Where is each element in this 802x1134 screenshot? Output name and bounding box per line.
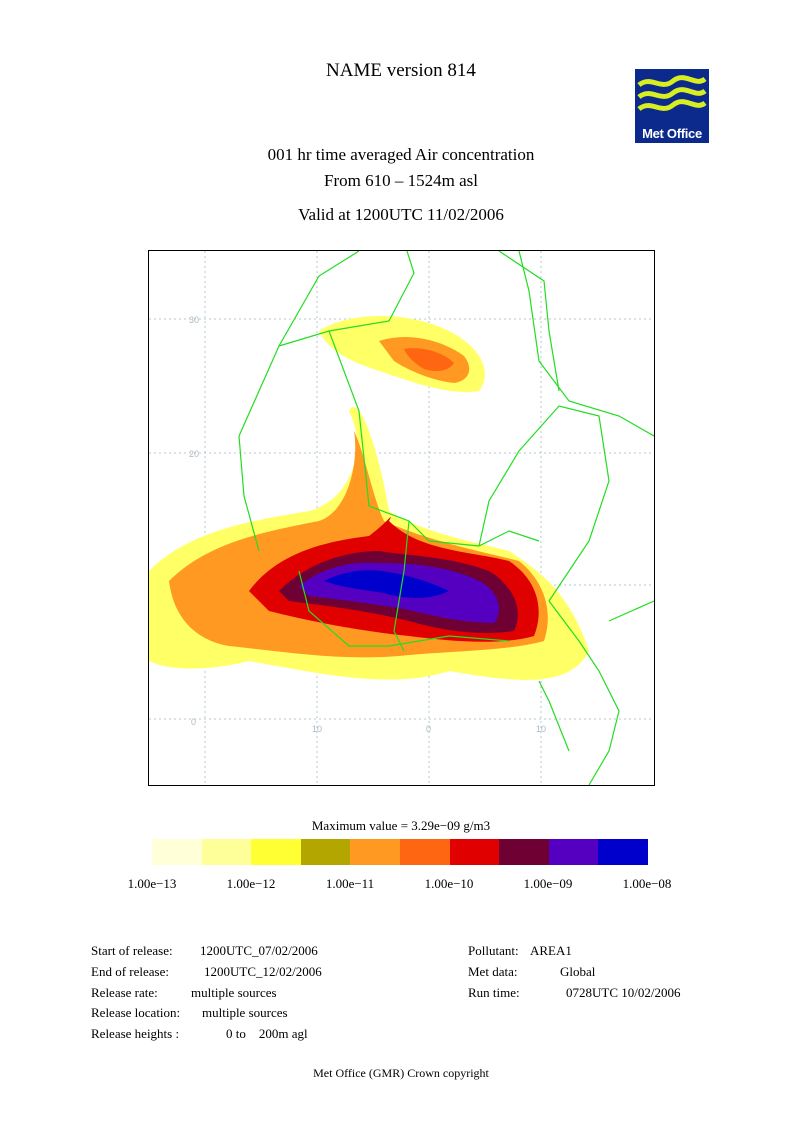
end-release-label: End of release: xyxy=(91,964,169,979)
legend-swatch-9 xyxy=(549,839,599,865)
concentration-map xyxy=(148,250,655,786)
maximum-value: Maximum value = 3.29e−09 g/m3 xyxy=(311,818,491,833)
legend-tick: 1.00e−12 xyxy=(226,876,276,891)
subtitle-averaging: 001 hr time averaged Air concentration xyxy=(267,145,535,164)
wave-icon xyxy=(635,69,709,125)
legend-tick: 1.00e−11 xyxy=(325,876,375,891)
lon-label-west-10: 10 xyxy=(312,724,323,734)
release-heights-value: 0 to 200m agl xyxy=(226,1026,308,1041)
plume xyxy=(149,316,589,680)
legend-swatch-10 xyxy=(598,839,648,865)
met-data-value: Global xyxy=(560,964,596,979)
release-rate-label: Release rate: xyxy=(91,985,158,1000)
map-canvas xyxy=(149,251,654,785)
pollutant-value: AREA1 xyxy=(530,943,572,958)
release-location-label: Release location: xyxy=(91,1005,181,1020)
logo-text: Met Office xyxy=(642,126,702,141)
start-release-value: 1200UTC_07/02/2006 xyxy=(200,943,318,958)
release-location-value: multiple sources xyxy=(202,1005,288,1020)
copyright-footer: Met Office (GMR) Crown copyright xyxy=(313,1066,489,1080)
start-release-label: Start of release: xyxy=(91,943,173,958)
legend-tick: 1.00e−08 xyxy=(622,876,672,891)
legend-swatch-6 xyxy=(400,839,450,865)
met-data-label: Met data: xyxy=(468,964,518,979)
lat-label-30: 30 xyxy=(189,315,200,325)
lat-label-20: 20 xyxy=(189,449,200,459)
legend-swatch-2 xyxy=(202,839,252,865)
end-release-value: 1200UTC_12/02/2006 xyxy=(204,964,322,979)
legend-swatch-3 xyxy=(251,839,301,865)
run-time-value: 0728UTC 10/02/2006 xyxy=(566,985,681,1000)
legend-tick: 1.00e−13 xyxy=(127,876,177,891)
lon-label-0: 0 xyxy=(426,724,432,734)
legend-swatch-8 xyxy=(499,839,549,865)
legend-swatch-7 xyxy=(450,839,500,865)
subtitle-valid-time: Valid at 1200UTC 11/02/2006 xyxy=(298,205,504,224)
lat-label-0: 0 xyxy=(191,717,197,727)
release-rate-value: multiple sources xyxy=(191,985,277,1000)
pollutant-label: Pollutant: xyxy=(468,943,519,958)
lon-label-east-10: 10 xyxy=(536,724,547,734)
run-time-label: Run time: xyxy=(468,985,520,1000)
met-office-logo xyxy=(635,69,709,143)
plot-title: NAME version 814 xyxy=(326,60,476,81)
subtitle-height-range: From 610 – 1524m asl xyxy=(324,171,478,190)
color-legend xyxy=(152,839,648,865)
legend-swatch-1 xyxy=(152,839,202,865)
legend-tick: 1.00e−10 xyxy=(424,876,474,891)
legend-swatch-5 xyxy=(350,839,400,865)
release-heights-label: Release heights : xyxy=(91,1026,180,1041)
legend-tick: 1.00e−09 xyxy=(523,876,573,891)
legend-swatch-4 xyxy=(301,839,351,865)
